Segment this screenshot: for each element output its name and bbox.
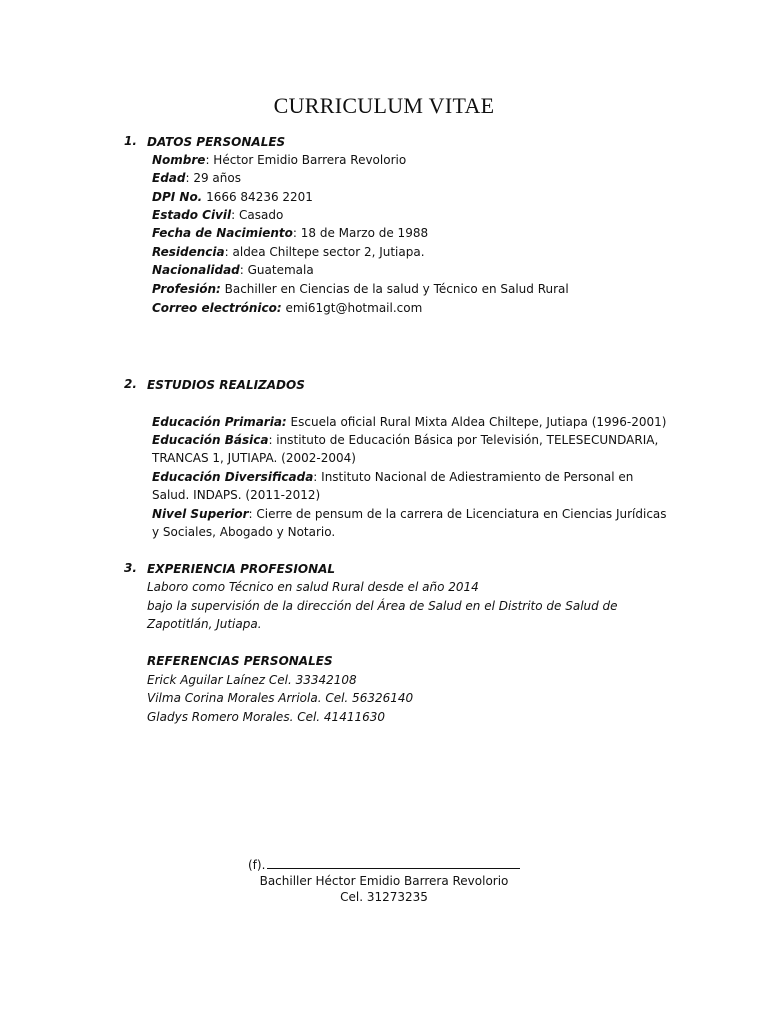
study-value: : Instituto Nacional de Adiestramiento de Personal en: [313, 470, 634, 484]
field-label: Profesión:: [152, 282, 221, 296]
field-edad: [152, 170, 241, 186]
field-separator: :: [185, 171, 190, 185]
field-residencia: [152, 244, 425, 260]
section-number-studies: 2.: [124, 377, 137, 391]
section-number-personal: 1.: [124, 134, 137, 148]
field-label: Nacionalidad: [152, 263, 240, 277]
field-separator: :: [224, 245, 229, 259]
field-value: Guatemala: [243, 263, 314, 277]
study-label: Educación Básica: [152, 433, 269, 447]
section-number-experience: 3.: [124, 561, 137, 575]
reference-item: Vilma Corina Morales Arriola. Cel. 56326140: [147, 691, 414, 705]
study-primary: [152, 414, 666, 430]
field-label: Residencia: [152, 245, 225, 259]
signature-phone: Cel. 31273235: [340, 890, 428, 904]
study-label: Nivel Superior: [152, 507, 249, 521]
field-value: aldea Chiltepe sector 2, Jutiapa.: [228, 245, 425, 259]
section-heading-experience: EXPERIENCIA PROFESIONAL: [147, 562, 336, 576]
study-value: : instituto de Educación Básica por Televisión, TELESECUNDARIA,: [268, 433, 659, 447]
study-superior-cont: y Sociales, Abogado y Notario.: [152, 525, 336, 539]
document-title: CURRICULUM VITAE: [273, 93, 495, 118]
field-separator: :: [292, 226, 297, 240]
field-nacionalidad: [152, 262, 314, 278]
study-diversified: [152, 469, 633, 485]
field-value: Bachiller en Ciencias de la salud y Técnico en Salud Rural: [220, 282, 569, 296]
field-value: Héctor Emidio Barrera Revolorio: [209, 153, 407, 167]
field-value: 29 años: [189, 171, 241, 185]
signature-line: [248, 856, 520, 873]
experience-line: Zapotitlán, Jutiapa.: [147, 617, 262, 631]
field-dpi: [152, 189, 313, 205]
signature-prefix: (f).: [248, 858, 266, 872]
field-label: Edad: [152, 171, 186, 185]
field-value: emi61gt@hotmail.com: [281, 301, 423, 315]
section-heading-studies: ESTUDIOS REALIZADOS: [147, 378, 305, 392]
field-fecha-nacimiento: [152, 225, 428, 241]
field-value: 1666 84236 2201: [202, 190, 313, 204]
field-label: Nombre: [152, 153, 206, 167]
study-basic-cont: TRANCAS 1, JUTIAPA. (2002-2004): [152, 451, 356, 465]
study-diversified-cont: Salud. INDAPS. (2011-2012): [152, 488, 321, 502]
section-heading-personal: DATOS PERSONALES: [147, 135, 286, 149]
field-value: Casado: [235, 208, 284, 222]
field-label: DPI No.: [152, 190, 203, 204]
reference-item: Erick Aguilar Laínez Cel. 33342108: [147, 673, 357, 687]
references-heading: REFERENCIAS PERSONALES: [147, 654, 333, 668]
field-estado-civil: [152, 207, 283, 223]
experience-line: bajo la supervisión de la dirección del Área de Salud en el Distrito de Salud de: [147, 599, 618, 613]
reference-item: Gladys Romero Morales. Cel. 41411630: [147, 710, 385, 724]
field-separator: :: [239, 263, 244, 277]
field-correo: [152, 300, 422, 316]
field-label: Correo electrónico:: [152, 301, 282, 315]
signature-name: Bachiller Héctor Emidio Barrera Revolorio: [259, 874, 509, 888]
study-basic: [152, 432, 658, 448]
field-label: Fecha de Nacimiento: [152, 226, 293, 240]
experience-line: Laboro como Técnico en salud Rural desde el año 2014: [147, 580, 479, 594]
field-value: 18 de Marzo de 1988: [296, 226, 429, 240]
study-label: Educación Primaria:: [152, 415, 287, 429]
signature-underline: [267, 856, 520, 869]
study-value: : Cierre de pensum de la carrera de Licenciatura en Ciencias Jurídicas: [248, 507, 667, 521]
field-label: Estado Civil: [152, 208, 232, 222]
study-value: Escuela oficial Rural Mixta Aldea Chiltepe, Jutiapa (1996-2001): [286, 415, 667, 429]
study-superior: [152, 506, 667, 522]
field-separator: :: [231, 208, 236, 222]
field-separator: :: [205, 153, 210, 167]
study-label: Educación Diversificada: [152, 470, 314, 484]
field-nombre: [152, 152, 406, 168]
field-profesion: [152, 281, 569, 297]
